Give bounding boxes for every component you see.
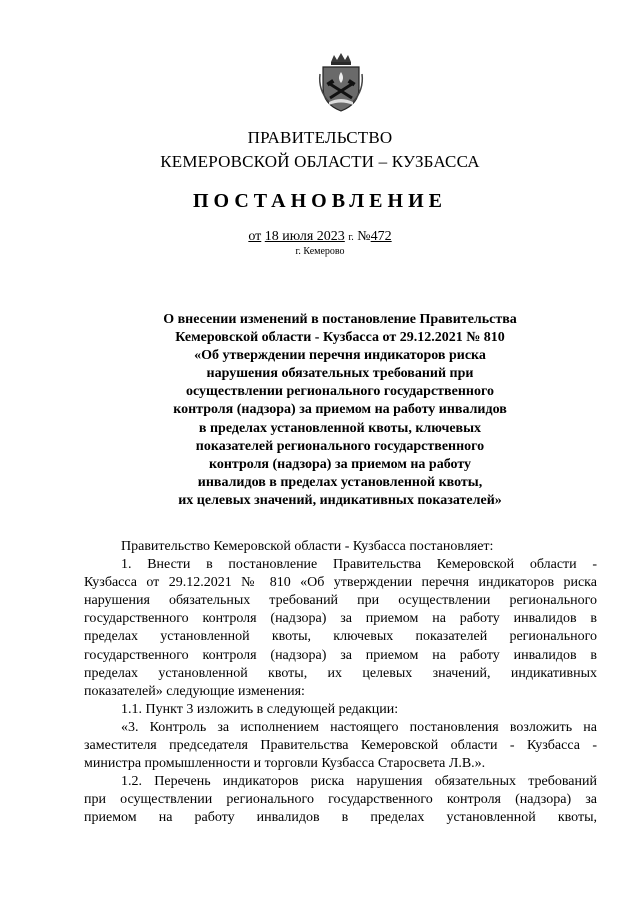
document-type-heading: ПОСТАНОВЛЕНИЕ [193,190,447,212]
body-line: Правительство Кемеровской области - Кузбасса постановляет: [121,539,494,554]
body-line: пределах установленной квоты, их целевых значений, индикативных [84,665,597,681]
body-line: государственного контроля (надзора) за приемом на работу инвалидов в [84,647,597,663]
document-title [130,311,550,510]
body-line: Кузбасса от 29.12.2021 № 810 «Об утверждении перечня индикаторов риска [84,575,597,591]
date-year-suffix: г. [348,232,354,243]
body-line: заместителя председателя Правительства Кемеровской области - Кузбасса - [84,738,597,754]
body-line: приемом на работу инвалидов в пределах установленной квоты, [84,810,597,826]
title-line: контроля (надзора) за приемом на работу инвалидов [173,402,507,418]
title-line: инвалидов в пределах установленной квоты, [197,474,483,490]
title-line: «Об утверждении перечня индикаторов риска [194,348,486,364]
number-sign: № [357,229,371,244]
date-number-line [0,229,640,245]
body-line: «3. Контроль за исполнением настоящего постановления возложить на [121,719,597,735]
body-line: при осуществлении регионального государственного контроля (надзора) за [84,792,597,808]
body-line: показателей» следующие изменения: [84,683,305,699]
title-line: показателей регионального государственного [195,438,485,454]
body-line: нарушения обязательных требований при осуществлении регионального [84,593,597,609]
title-line: О внесении изменений в постановление Правительства [163,312,517,327]
title-line: Кемеровской области - Кузбасса от 29.12.2021 № 810 [175,330,505,346]
document-date: 18 июля 2023 [264,229,345,244]
title-line: осуществлении регионального государственного [186,384,494,400]
body-line: министра промышленности и торговли Кузбасса Старосвета Л.В.». [84,756,486,772]
date-prefix: от [248,229,262,244]
city-label: г. Кемерово [295,246,345,257]
body-line: 1. Внести в постановление Правительства Кемеровской области - [121,557,597,573]
title-line: их целевых значений, индикативных показателей» [178,492,502,508]
government-name-line1: ПРАВИТЕЛЬСТВО [247,128,393,147]
body-line: 1.2. Перечень индикаторов риска нарушения обязательных требований [121,774,597,790]
title-line: в пределах установленной квоты, ключевых [198,420,482,436]
document-body [84,538,597,828]
kuzbass-coat-of-arms-icon [317,52,365,112]
government-name-line2: КЕМЕРОВСКОЙ ОБЛАСТИ – КУЗБАССА [160,152,480,171]
title-line: нарушения обязательных требований при [206,366,474,382]
body-line: государственного контроля (надзора) за приемом на работу инвалидов в [84,611,597,627]
title-line: контроля (надзора) за приемом на работу [208,456,472,472]
body-line: пределах установленной квоты, ключевых показателей регионального [84,629,597,645]
body-line: 1.1. Пункт 3 изложить в следующей редакции: [121,701,399,717]
document-number: 472 [370,229,392,244]
